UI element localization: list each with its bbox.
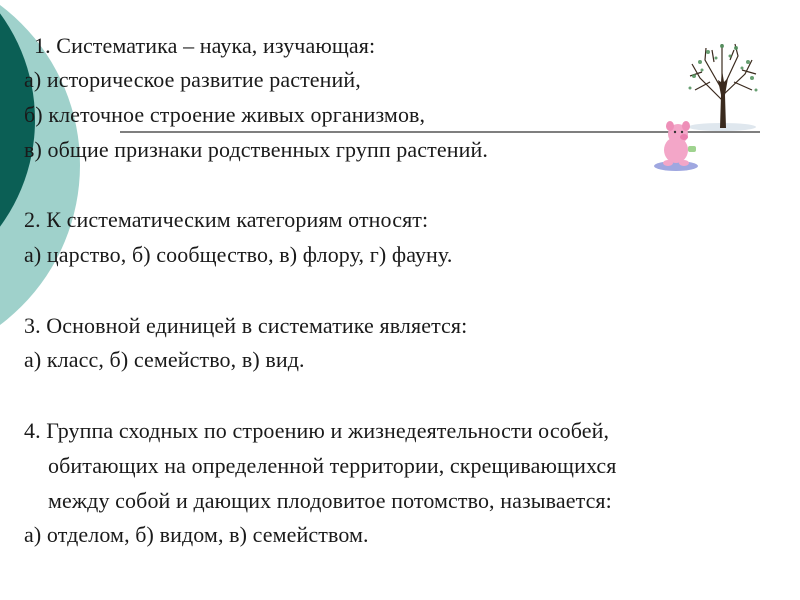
- question-4-line-1: 4. Группа сходных по строению и жизнедеятельности особей,: [24, 418, 610, 443]
- q2-options: а) царство, б) сообщество, в) флору, г) фауну.: [24, 242, 453, 267]
- q1-option-a: а) историческое развитие растений,: [24, 67, 361, 92]
- q3-options: а) класс, б) семейство, в) вид.: [24, 347, 305, 372]
- question-2: 2. К систематическим категориям относят:: [24, 207, 429, 232]
- winter-tree-icon: [688, 44, 758, 131]
- question-1: 1. Систематика – наука, изучающая:: [34, 33, 376, 58]
- question-4-line-2: обитающих на определенной территории, скрещивающихся: [48, 453, 617, 478]
- question-4-line-3: между собой и дающих плодовитое потомство, называется:: [48, 488, 612, 513]
- question-3: 3. Основной единицей в систематике является:: [24, 313, 468, 338]
- q1-option-c: в) общие признаки родственных групп растений.: [24, 137, 488, 162]
- q1-option-b: б) клеточное строение живых организмов,: [24, 102, 426, 127]
- q4-options: а) отделом, б) видом, в) семейством.: [24, 522, 369, 547]
